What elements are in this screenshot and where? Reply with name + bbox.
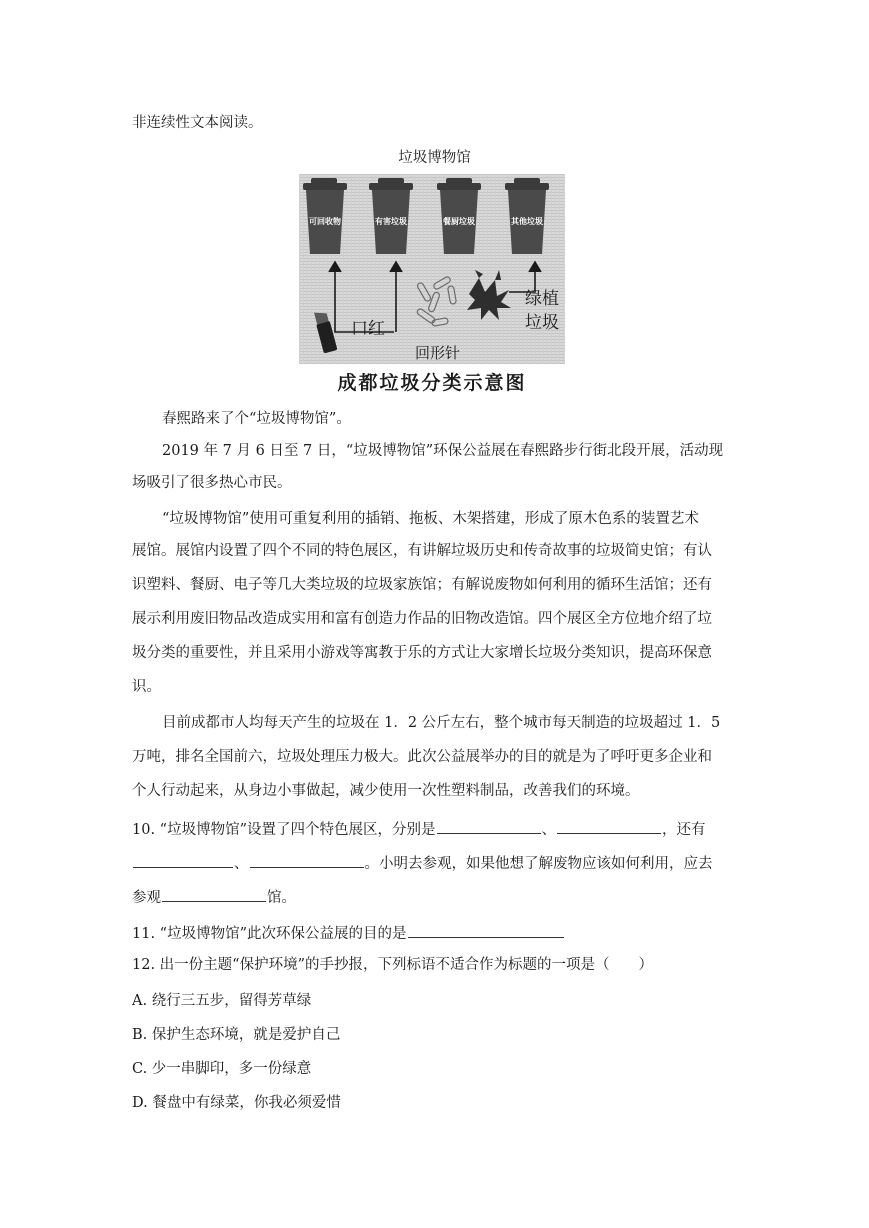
bin-label-kitchen: 餐厨垃圾 <box>443 217 475 226</box>
paragraph-4-line-2: 万吨，排名全国前六，垃圾处理压力极大。此次公益展举办的目的就是为了呼吁更多企业和 <box>132 749 712 765</box>
paragraph-2-line-2: 场吸引了很多热心市民。 <box>132 475 292 491</box>
bin-other <box>505 178 549 254</box>
label-lipstick: 口红 <box>351 319 385 339</box>
question-11 <box>132 921 565 944</box>
label-paperclip: 回形针 <box>415 344 461 362</box>
answer-blank-6[interactable] <box>408 921 564 938</box>
paragraph-4-line-3: 个人行动起来，从身边小事做起，减少使用一次性塑料制品，改善我们的环境。 <box>132 783 640 799</box>
question-10-line-1 <box>132 817 706 840</box>
bin-recyclable <box>303 178 347 254</box>
option-b[interactable]: B. 保护生态环境，就是爱护自己 <box>132 1027 341 1043</box>
paragraph-3-line-3: 识塑料、餐厨、电子等几大类垃圾的垃圾家族馆；有解说废物如何利用的循环生活馆；还有 <box>132 577 712 593</box>
figure-caption: 成都垃圾分类示意图 <box>337 372 527 394</box>
bin-hazardous <box>369 178 413 254</box>
figure-title: 垃圾博物馆 <box>398 150 471 166</box>
option-a[interactable]: A. 绕行三五步，留得芳草绿 <box>132 993 312 1009</box>
question-10-continue: 。小明去参观，如果他想了解废物应该如何利用，应去 <box>364 856 713 872</box>
paragraph-3-line-2: 展馆。展馆内设置了四个不同的特色展区，有讲解垃圾历史和传奇故事的垃圾简史馆；有认 <box>132 543 712 559</box>
paragraph-3-line-5: 圾分类的重要性，并且采用小游戏等寓教于乐的方式让大家增长垃圾分类知识，提高环保意 <box>132 645 712 661</box>
answer-blank-5[interactable] <box>162 885 266 902</box>
paragraph-3-line-1: “垃圾博物馆”使用可重复利用的插销、拖板、木架搭建，形成了原木色系的装置艺术 <box>162 511 699 527</box>
paragraph-3-line-4: 展示利用废旧物品改造成实用和富有创造力作品的旧物改造馆。四个展区全方位地介绍了垃 <box>132 611 712 627</box>
label-plant-line2: 垃圾 <box>525 313 559 333</box>
bin-label-other: 其他垃圾 <box>511 217 543 226</box>
paragraph-2-line-1: 2019 年 7 月 6 日至 7 日，“垃圾博物馆”环保公益展在春熙路步行街北段开展，活动现 <box>162 443 724 459</box>
question-10-line-2 <box>132 851 713 874</box>
question-10-sep-2: 、 <box>234 856 249 872</box>
paragraph-3-line-6: 识。 <box>132 679 161 695</box>
question-10-also: ，还有 <box>662 822 706 838</box>
bin-label-hazardous: 有害垃圾 <box>375 217 407 226</box>
question-10-sep-1: 、 <box>541 822 556 838</box>
question-11-stem: 11. “垃圾博物馆”此次环保公益展的目的是 <box>132 926 407 942</box>
question-10-stem: 10. “垃圾博物馆”设置了四个特色展区，分别是 <box>132 822 436 838</box>
answer-blank-4[interactable] <box>250 851 364 868</box>
option-c[interactable]: C. 少一串脚印，多一份绿意 <box>132 1061 312 1077</box>
question-10-end: 馆。 <box>267 890 296 906</box>
question-12-stem: 12. 出一份主题“保护环境”的手抄报，下列标语不适合作为标题的一项是（ ） <box>132 957 653 973</box>
question-10-visit: 参观 <box>132 890 161 906</box>
question-10-line-3 <box>132 885 296 908</box>
bin-kitchen <box>437 178 481 254</box>
label-plant-line1: 绿植 <box>525 289 559 309</box>
bin-label-recyclable: 可回收物 <box>309 217 341 226</box>
option-d[interactable]: D. 餐盘中有绿菜，你我必须爱惜 <box>132 1095 341 1111</box>
answer-blank-2[interactable] <box>557 817 661 834</box>
paragraph-4-line-1: 目前成都市人均每天产生的垃圾在 1．2 公斤左右，整个城市每天制造的垃圾超过 1．5 <box>162 715 721 731</box>
paragraph-1: 春熙路来了个“垃圾博物馆”。 <box>162 411 351 427</box>
garbage-classification-figure <box>299 174 565 364</box>
intro-text: 非连续性文本阅读。 <box>132 115 263 131</box>
answer-blank-3[interactable] <box>133 851 233 868</box>
answer-blank-1[interactable] <box>437 817 541 834</box>
